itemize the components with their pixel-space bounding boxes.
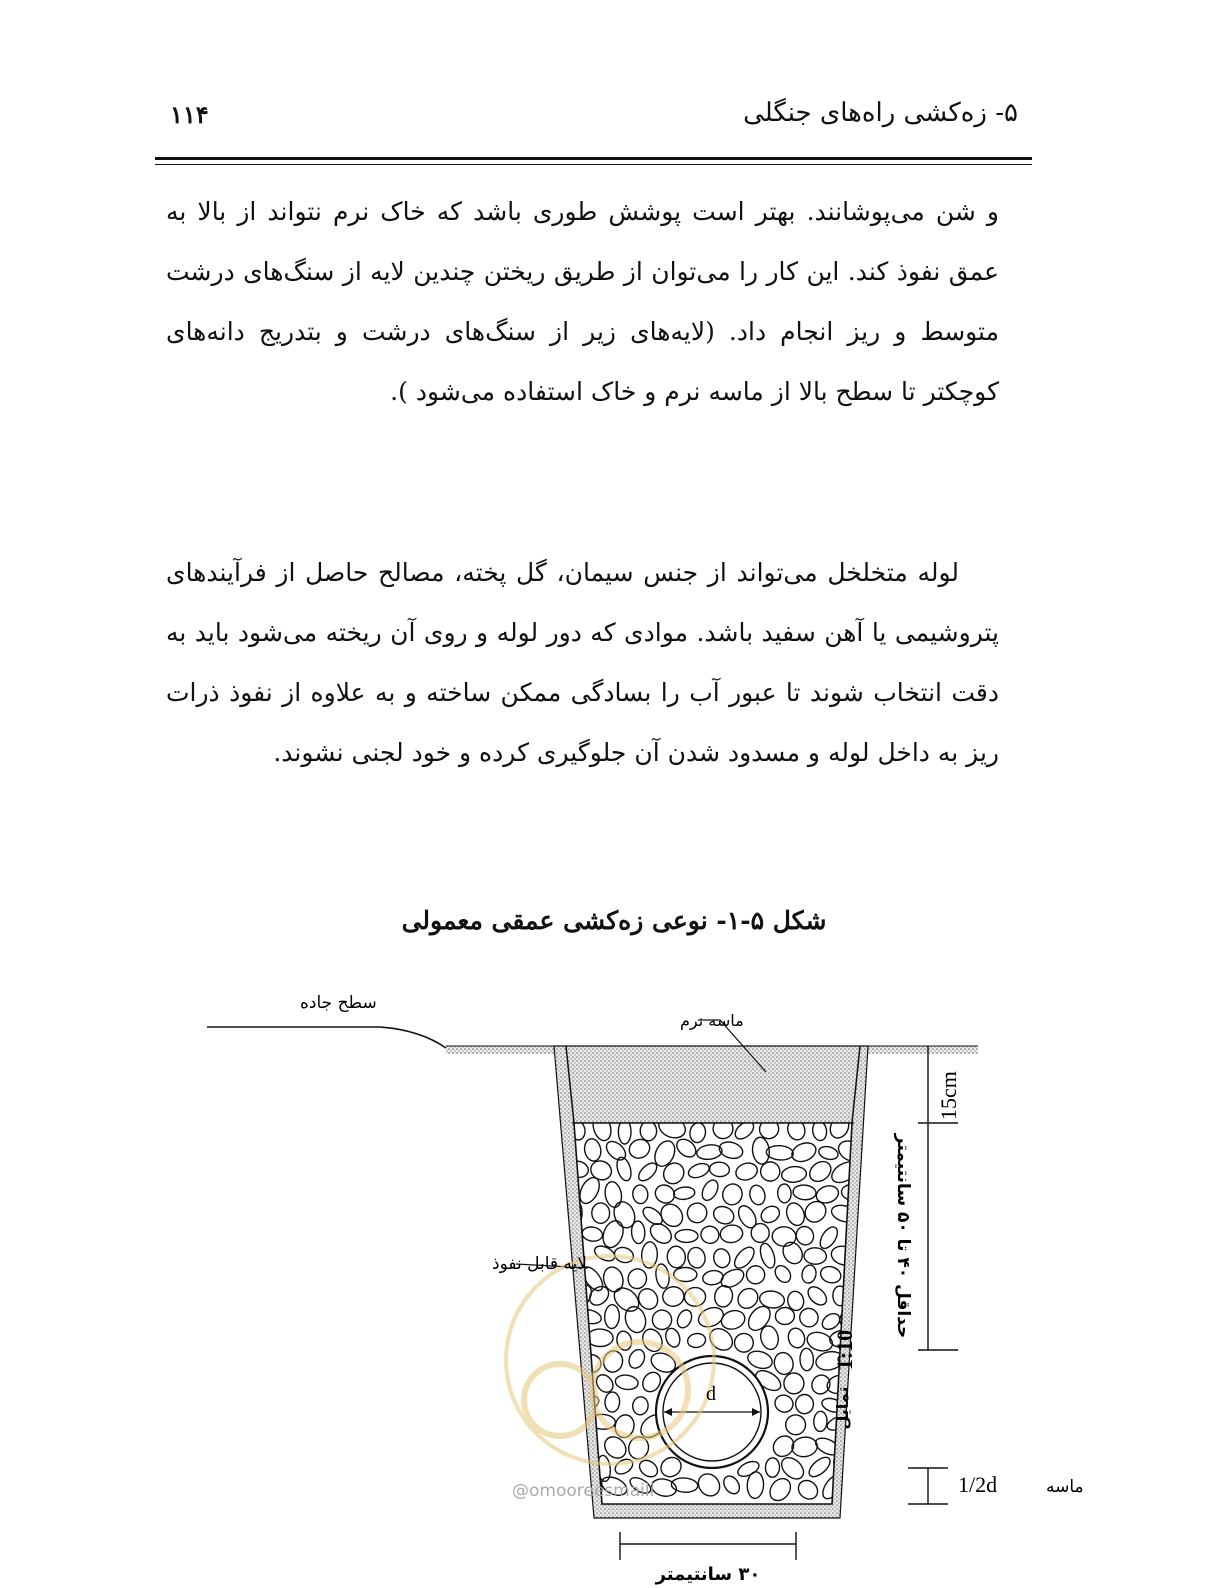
- label-slope: 1:10: [832, 1329, 857, 1371]
- label-slope-word: تمایل: [833, 1386, 852, 1430]
- chapter-title: ۵- زه‌کشی راه‌های جنگلی: [743, 98, 1018, 128]
- label-sand-bottom: ماسه: [1046, 1477, 1084, 1497]
- label-depth-15: 15cm: [936, 1071, 961, 1120]
- body-paragraph-2: لوله متخلخل می‌تواند از جنس سیمان، گل پخته، مصالح حاصل از فرآیندهای پتروشیمی یا آهن سفید باشد. موادی که دور لوله و روی آن ریخته می‌شود باید به دقت انتخاب شوند تا عبور آب را بسادگی ممکن ساخته و به علاوه از نفوذ ذرات ریز به داخل لوله و مسدود شدن آن جلوگیری کرده و خود لجنی نشوند.: [166, 558, 999, 767]
- gravel-stone: [846, 1475, 863, 1501]
- label-pipe-d: d: [706, 1383, 716, 1405]
- ground-strip-right: [866, 1046, 978, 1054]
- label-permeable-layer: لایه قابل نفوذ: [492, 1254, 587, 1274]
- label-road-surface: سطح جاده: [300, 993, 377, 1013]
- road-surface-line: [207, 1027, 446, 1048]
- figure-caption: شکل ۵-۱- نوعی زه‌کشی عمقی معمولی: [401, 906, 827, 935]
- label-half-d: 1/2d: [958, 1472, 998, 1497]
- body-paragraph-1: و شن می‌پوشانند. بهتر است پوشش طوری باشد که خاک نرم نتواند از بالا به عمق نفوذ کند. این کار را می‌توان از طریق ریختن چندین لایه از سنگ‌های درشت متوسط و ریز انجام داد. (لایه‌های زیر از سنگ‌های درشت و بتدریج دانه‌های کوچکتر تا سطح بالا از ماسه نرم و خاک استفاده می‌شود ).: [166, 197, 999, 406]
- ground-strip-left: [446, 1046, 558, 1054]
- label-min-depth: حداقل ۴۰ تا ۵۰ سانتیمتر: [893, 1133, 913, 1339]
- watermark-text: @omooreesmaili: [512, 1481, 655, 1501]
- page-number: ۱۱۴: [170, 100, 209, 129]
- label-soft-sand: ماسه نرم: [680, 1011, 744, 1030]
- label-width-30: ۳۰ سانتیمتر: [655, 1564, 761, 1585]
- gravel-stone: [844, 1433, 866, 1458]
